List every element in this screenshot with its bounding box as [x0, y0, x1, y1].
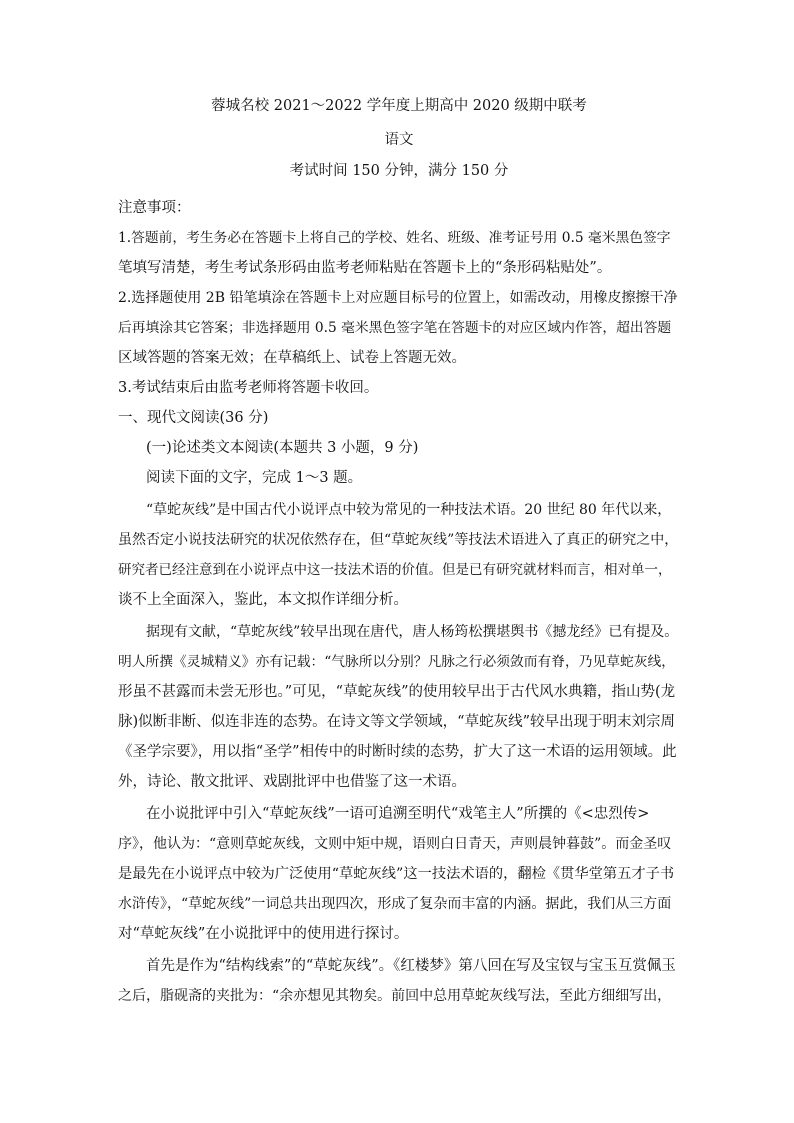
passage-line: 外，诗论、散文批评、戏剧批评中也借鉴了这一术语。	[118, 774, 466, 790]
passage-line: 对“草蛇灰线”在小说批评中的使用进行探讨。	[118, 926, 409, 942]
passage-line: 在小说批评中引入“草蛇灰线”一语可追溯至明代“戏笔主人”所撰的《<忠烈传>	[146, 806, 650, 822]
notice-item-2	[118, 283, 680, 373]
notice-item-3: 3.考试结束后由监考老师将答题卡收回。	[118, 380, 379, 396]
passage-line: 序》，他认为：“意则草蛇灰线，文则中矩中规，语则白日青天，声则晨钟暮鼓”。而金圣叹	[118, 836, 672, 852]
passage-paragraph-3	[118, 799, 680, 949]
passage-line: “草蛇灰线”是中国古代小说评点中较为常见的一种技法术语。20 世纪 80 年代以来，	[146, 502, 672, 518]
reading-instruction: 阅读下面的文字，完成 1～3 题。	[146, 470, 363, 486]
passage-line: 形虽不甚露而未尝无形也。”可见，“草蛇灰线”的使用较早出于古代风水典籍，指山势(龙	[118, 684, 676, 700]
notice-line: 2.选择题使用 2B 铅笔填涂在答题卡上对应题目标号的位置上，如需改动，用橡皮擦擦干净	[118, 290, 678, 306]
passage-line: 研究者已经注意到在小说评点中这一技法术语的价值。但是已有研究就材料而言，相对单一，	[118, 562, 672, 578]
passage-line: 首先是作为“结构线索”的“草蛇灰线”。《红楼梦》第八回在写及宝钗与宝玉互赏佩玉	[146, 958, 676, 974]
passage-paragraph-4	[118, 951, 680, 1011]
passage-paragraph-1	[118, 495, 680, 615]
notice-line: 后再填涂其它答案；非选择题用 0.5 毫米黑色签字笔在答题卡的对应区域内作答，超出答题	[118, 320, 672, 336]
section-heading: 一、现代文阅读(36 分)	[118, 410, 269, 426]
subsection-heading: (一)论述类文本阅读(本题共 3 小题，9 分)	[146, 440, 419, 456]
passage-line: 是最先在小说评点中较为广泛使用“草蛇灰线”这一技法术语的，翻检《贯华堂第五才子书	[118, 866, 675, 882]
passage-line: 虽然否定小说技法研究的状况依然存在，但“草蛇灰线”等技法术语进入了真正的研究之中，	[118, 532, 679, 548]
notice-line: 1.答题前，考生务必在答题卡上将自己的学校、姓名、班级、准考证号用 0.5 毫米黑色签字	[118, 230, 671, 246]
exam-title: 蓉城名校 2021～2022 学年度上期高中 2020 级期中联考	[211, 98, 587, 114]
notice-line: 区域答题的答案无效；在草稿纸上、试卷上答题无效。	[118, 350, 466, 366]
exam-subject: 语文	[384, 132, 414, 148]
notice-line: 笔填写清楚，考生考试条形码由监考老师粘贴在答题卡上的“条形码粘贴处”。	[118, 260, 612, 276]
passage-line: 谈不上全面深入，鉴此，本文拟作详细分析。	[118, 592, 408, 608]
passage-paragraph-2	[118, 617, 680, 797]
passage-line: 明人所撰《灵城精义》亦有记载：“气脉所以分别？凡脉之行必须敛而有脊，乃见草蛇灰线，	[118, 654, 676, 670]
notice-heading: 注意事项：	[118, 200, 191, 216]
passage-line: 水浒传》，“草蛇灰线”一词总共出现四次，形成了复杂而丰富的内涵。据此，我们从三方面	[118, 896, 672, 912]
exam-page	[118, 98, 680, 1011]
exam-info: 考试时间 150 分钟，满分 150 分	[289, 163, 509, 179]
passage-line: 《圣学宗要》，用以指“圣学”相传中的时断时续的态势，扩大了这一术语的运用领域。此	[118, 744, 677, 760]
passage-line: 之后，脂砚斋的夹批为：“余亦想见其物矣。前回中总用草蛇灰线写法，至此方细细写出，	[118, 988, 672, 1004]
passage-line: 脉)似断非断、似连非连的态势。在诗文等文学领域，“草蛇灰线”较早出现于明末刘宗周	[118, 714, 675, 730]
notice-item-1	[118, 223, 680, 283]
passage-line: 据现有文献，“草蛇灰线”较早出现在唐代，唐人杨筠松撰堪舆书《撼龙经》已有提及。	[146, 624, 679, 640]
